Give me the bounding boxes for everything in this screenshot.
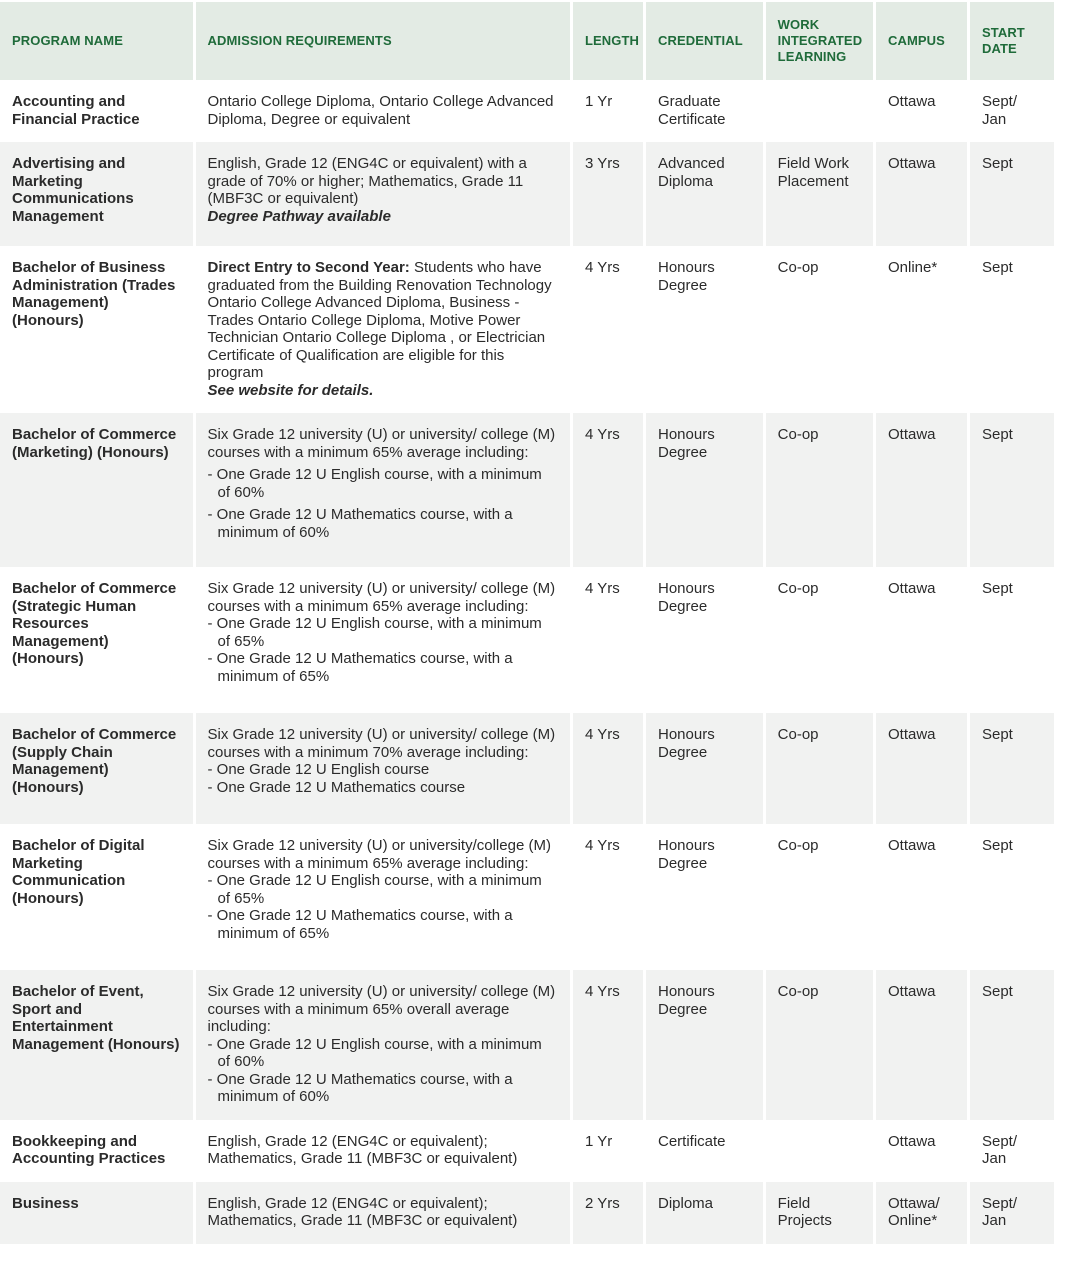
requirement-bullet: - One Grade 12 U Mathematics course, with a minimum of 60% xyxy=(207,506,513,541)
admission-requirements-cell xyxy=(196,142,571,246)
work-integrated-learning-cell xyxy=(766,1120,873,1182)
requirements-text xyxy=(208,726,559,761)
requirements-text xyxy=(208,983,559,1036)
length-cell: 2 Yrs xyxy=(573,1182,643,1244)
admission-requirements-cell xyxy=(196,413,571,567)
campus-cell: Ottawa xyxy=(876,824,967,970)
start-date-cell: Sept xyxy=(970,713,1054,824)
requirements-line: Students who have graduated from the Building Renovation Technology Ontario College Advanced Diploma, Business - Trades Ontario College Diploma, Motive Power Technician Ontario College Diploma , or Electrician Certificate of Qualification are eligible for this program xyxy=(207,259,552,381)
program-name-cell: Bachelor of Commerce (Marketing) (Honours) xyxy=(0,413,193,567)
table-row xyxy=(0,824,1054,970)
table-row xyxy=(0,80,1054,142)
start-date-cell: Sept xyxy=(970,246,1054,413)
credential-cell: Advanced Diploma xyxy=(646,142,763,246)
requirements-line: Ontario College Diploma, Ontario College Advanced Diploma, Degree or equivalent xyxy=(207,93,554,128)
work-integrated-learning-cell xyxy=(766,80,873,142)
length-cell: 4 Yrs xyxy=(573,246,643,413)
requirements-note: See website for details. xyxy=(207,381,374,399)
campus-cell: Ottawa/ Online* xyxy=(876,1182,967,1244)
requirement-bullet: - One Grade 12 U Mathematics course, with a minimum of 65% xyxy=(207,650,513,685)
credential-cell: Honours Degree xyxy=(646,713,763,824)
admission-requirements-cell xyxy=(196,246,571,413)
requirements-text xyxy=(208,426,559,461)
requirement-bullet: - One Grade 12 U English course, with a minimum of 60% xyxy=(207,466,542,501)
work-integrated-learning-cell: Co-op xyxy=(766,246,873,413)
requirements-text xyxy=(208,1195,559,1230)
admission-requirements-cell xyxy=(196,970,571,1120)
requirements-text xyxy=(208,837,559,872)
requirement-bullet: - One Grade 12 U English course, with a minimum of 65% xyxy=(207,872,542,907)
start-date-cell: Sept/ Jan xyxy=(970,80,1054,142)
requirements-text xyxy=(208,580,559,615)
work-integrated-learning-cell: Co-op xyxy=(766,824,873,970)
requirements-text xyxy=(208,1133,559,1168)
length-cell: 4 Yrs xyxy=(573,970,643,1120)
admission-requirements-cell xyxy=(196,567,571,713)
credential-cell: Honours Degree xyxy=(646,246,763,413)
campus-cell: Ottawa xyxy=(876,713,967,824)
requirements-strong-text: Direct Entry to Second Year: xyxy=(207,259,410,276)
campus-cell: Ottawa xyxy=(876,567,967,713)
work-integrated-learning-cell: Co-op xyxy=(766,413,873,567)
start-date-cell: Sept xyxy=(970,824,1054,970)
requirement-bullet: - One Grade 12 U Mathematics course xyxy=(207,778,466,796)
work-integrated-learning-cell: Co-op xyxy=(766,970,873,1120)
table-row xyxy=(0,567,1054,713)
program-name-cell: Bookkeeping and Accounting Practices xyxy=(0,1120,193,1182)
requirements-line: Six Grade 12 university (U) or university/ college (M) courses with a minimum 70% average including: xyxy=(207,726,556,761)
header-start-date: START DATE xyxy=(970,2,1054,80)
requirements-line: English, Grade 12 (ENG4C or equivalent); Mathematics, Grade 11 (MBF3C or equivalent) xyxy=(207,1132,518,1167)
work-integrated-learning-cell: Co-op xyxy=(766,713,873,824)
table-row xyxy=(0,142,1054,246)
requirements-text xyxy=(208,155,559,208)
table-row xyxy=(0,1120,1054,1182)
start-date-cell: Sept xyxy=(970,567,1054,713)
table-row xyxy=(0,713,1054,824)
credential-cell: Honours Degree xyxy=(646,970,763,1120)
requirements-line: Six Grade 12 university (U) or university/ college (M) courses with a minimum 65% average including: xyxy=(207,580,556,615)
header-campus: CAMPUS xyxy=(876,2,967,80)
header-program-name: PROGRAM NAME xyxy=(0,2,193,80)
requirements-line: English, Grade 12 (ENG4C or equivalent) with a grade of 70% or higher; Mathematics, Grade 11 (MBF3C or equivalent) xyxy=(207,155,527,207)
credential-cell: Honours Degree xyxy=(646,567,763,713)
requirements-text xyxy=(208,93,559,128)
start-date-cell: Sept/ Jan xyxy=(970,1182,1054,1244)
requirements-text xyxy=(208,259,559,382)
start-date-cell: Sept xyxy=(970,413,1054,567)
length-cell: 4 Yrs xyxy=(573,567,643,713)
requirement-bullet: - One Grade 12 U Mathematics course, with a minimum of 60% xyxy=(207,1070,513,1105)
header-admission-requirements: ADMISSION REQUIREMENTS xyxy=(196,2,571,80)
table-row xyxy=(0,246,1054,413)
start-date-cell: Sept xyxy=(970,970,1054,1120)
campus-cell: Ottawa xyxy=(876,413,967,567)
credential-cell: Certificate xyxy=(646,1120,763,1182)
length-cell: 3 Yrs xyxy=(573,142,643,246)
credential-cell: Honours Degree xyxy=(646,824,763,970)
program-name-cell: Advertising and Marketing Communications Management xyxy=(0,142,193,246)
length-cell: 1 Yr xyxy=(573,80,643,142)
campus-cell: Online* xyxy=(876,246,967,413)
requirement-bullet: - One Grade 12 U English course, with a minimum of 65% xyxy=(207,615,542,650)
admission-requirements-cell xyxy=(196,1120,571,1182)
programs-table xyxy=(0,2,1057,1244)
requirement-bullet: - One Grade 12 U English course xyxy=(207,761,430,778)
header-work-integrated-learning: WORK INTEGRATED LEARNING xyxy=(766,2,873,80)
campus-cell: Ottawa xyxy=(876,80,967,142)
program-name-cell: Business xyxy=(0,1182,193,1244)
credential-cell: Diploma xyxy=(646,1182,763,1244)
program-name-cell: Bachelor of Digital Marketing Communication (Honours) xyxy=(0,824,193,970)
header-length: LENGTH xyxy=(573,2,643,80)
requirements-line: Six Grade 12 university (U) or university/ college (M) courses with a minimum 65% average including: xyxy=(207,426,556,461)
program-name-cell: Bachelor of Event, Sport and Entertainment Management (Honours) xyxy=(0,970,193,1120)
start-date-cell: Sept xyxy=(970,142,1054,246)
requirements-line: Six Grade 12 university (U) or university/ college (M) courses with a minimum 65% overall average including: xyxy=(207,983,556,1035)
table-row xyxy=(0,413,1054,567)
length-cell: 4 Yrs xyxy=(573,824,643,970)
credential-cell: Graduate Certificate xyxy=(646,80,763,142)
length-cell: 4 Yrs xyxy=(573,413,643,567)
program-name-cell: Bachelor of Commerce (Strategic Human Resources Management) (Honours) xyxy=(0,567,193,713)
requirements-note: Degree Pathway available xyxy=(207,207,391,225)
requirements-line: English, Grade 12 (ENG4C or equivalent); Mathematics, Grade 11 (MBF3C or equivalent) xyxy=(207,1194,518,1229)
admission-requirements-cell xyxy=(196,80,571,142)
program-name-cell: Bachelor of Business Administration (Trades Management) (Honours) xyxy=(0,246,193,413)
length-cell: 4 Yrs xyxy=(573,713,643,824)
work-integrated-learning-cell: Field Projects xyxy=(766,1182,873,1244)
admission-requirements-cell xyxy=(196,713,571,824)
requirements-line: Six Grade 12 university (U) or university/college (M) courses with a minimum 65% average including: xyxy=(207,837,551,872)
work-integrated-learning-cell: Field Work Placement xyxy=(766,142,873,246)
work-integrated-learning-cell: Co-op xyxy=(766,567,873,713)
header-row xyxy=(0,2,1054,80)
credential-cell: Honours Degree xyxy=(646,413,763,567)
requirement-bullet: - One Grade 12 U Mathematics course, with a minimum of 65% xyxy=(207,907,513,942)
admission-requirements-cell xyxy=(196,824,571,970)
campus-cell: Ottawa xyxy=(876,1120,967,1182)
program-name-cell: Accounting and Financial Practice xyxy=(0,80,193,142)
requirement-bullet: - One Grade 12 U English course, with a minimum of 60% xyxy=(207,1035,542,1070)
table-row xyxy=(0,970,1054,1120)
campus-cell: Ottawa xyxy=(876,970,967,1120)
length-cell: 1 Yr xyxy=(573,1120,643,1182)
program-name-cell: Bachelor of Commerce (Supply Chain Management) (Honours) xyxy=(0,713,193,824)
table-row xyxy=(0,1182,1054,1244)
campus-cell: Ottawa xyxy=(876,142,967,246)
start-date-cell: Sept/ Jan xyxy=(970,1120,1054,1182)
admission-requirements-cell xyxy=(196,1182,571,1244)
header-credential: CREDENTIAL xyxy=(646,2,763,80)
